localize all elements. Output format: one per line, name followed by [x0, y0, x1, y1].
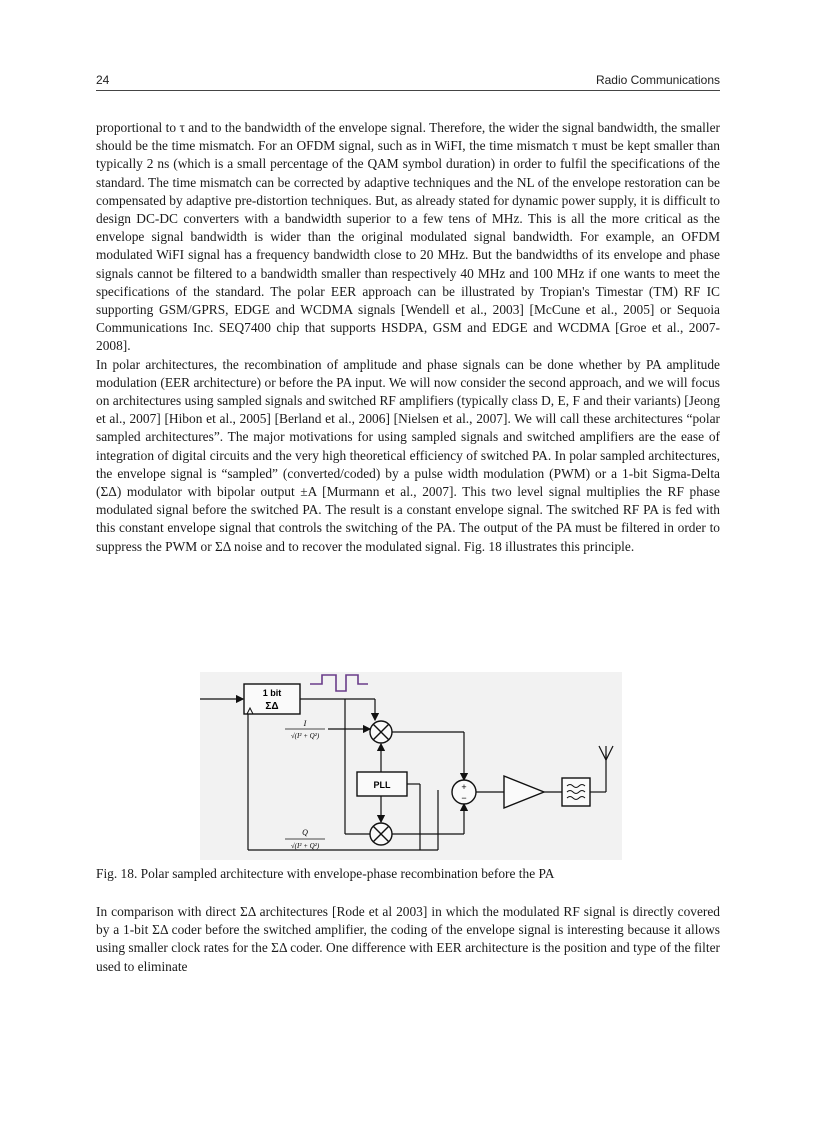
sigma-delta-label-1: 1 bit — [262, 688, 282, 698]
sigma-delta-label-2: ΣΔ — [265, 701, 279, 712]
pll-label: PLL — [373, 780, 391, 790]
square-wave — [310, 675, 368, 691]
power-amplifier — [504, 776, 544, 808]
figure-18-diagram — [200, 672, 622, 860]
antenna-icon — [599, 746, 613, 760]
running-title: Radio Communications — [595, 73, 720, 87]
i-denominator: √(I² + Q²) — [290, 732, 320, 740]
bandpass-filter — [562, 778, 590, 806]
q-numerator: Q — [302, 828, 308, 837]
paragraph-2: In polar architectures, the recombination of amplitude and phase signals can be done whether by PA amplitude modulation (EER architecture) or before the PA input. We will now consider the second approach, and we will focus on architectures using sampled signals and switched RF amplifiers (typically class D, E, F and their variants) [Jeong et al., 2007] [Hibon et al., 2005] [Berland et al., 2006] [Nielsen et al., 2007]. We will call these architectures “polar sampled architectures”. The major motivations for using sampled signals and switched amplifiers are the ease of integration of digital circuits and the very high theoretical efficiency of switched PA. In polar sampled architectures, the envelope signal is “sampled” (converted/coded) by a pulse width modulation (PWM) or a 1-bit Sigma-Delta (ΣΔ) modulator with bipolar output ±A [Murmann et al., 2007]. This two level signal multiplies the RF phase modulated signal before the switched PA. The result is a constant envelope signal. The switched RF PA is fed with this constant envelope signal that controls the switching of the PA. The output of the PA must be filtered in order to suppress the PWM or ΣΔ noise and to recover the modulated signal. Fig. 18 illustrates this principle. — [96, 356, 720, 554]
page-number: 24 — [96, 73, 110, 87]
paragraph-3: In comparison with direct ΣΔ architectures [Rode et al 2003] in which the modulated RF signal is directly covered by a 1-bit ΣΔ coder before the switched amplifier, the coding of the envelope signal is interesting because it allows using smaller clock rates for the ΣΔ coder. One difference with EER architecture is the position and type of the filter used to eliminate — [96, 904, 720, 974]
q-denominator: √(I² + Q²) — [290, 842, 320, 850]
lower-mixer — [370, 823, 392, 845]
sum-minus: − — [461, 793, 467, 803]
i-numerator: I — [303, 719, 307, 728]
body-text — [96, 119, 720, 556]
sum-plus: + — [461, 782, 467, 792]
upper-mixer — [370, 721, 392, 743]
running-header — [96, 70, 720, 91]
lower-text — [96, 903, 720, 976]
paragraph-1: proportional to τ and to the bandwidth of the envelope signal. Therefore, the wider the signal bandwidth, the smaller should be the time mismatch. For an OFDM signal, such as in WiFI, the time mismatch τ must be kept smaller than typically 2 ns (which is a small percentage of the QAM symbol duration) in order to fulfil the specifications of the standard. The time mismatch can be corrected by adaptive techniques and the NL of the envelope restoration can be compensated by adaptive pre-distortion techniques. But, as already stated for dynamic power supply, it is difficult to design DC-DC converters with a bandwidth superior to a few tens of MHz. This is all the more critical as the envelope signal bandwidth is wider than the original modulated signal bandwidth. For example, an OFDM modulated WiFI signal has a frequency bandwidth close to 20 MHz. But the bandwidths of its envelope and phase signals cannot be filtered to a bandwidth smaller than respectively 40 MHz and 100 MHz if one wants to meet the specifications of the standard. The polar EER approach can be illustrated by Tropian's Timestar (TM) RF IC supporting GSM/GPRS, EDGE and WCDMA signals [Wendell et al., 2003] [McCune et al., 2005] or Sequoia Communications Inc. SEQ7400 chip that supports HSDPA, GSM and EDGE and WCDMA [Groe et al., 2007-2008]. — [96, 120, 720, 354]
figure-caption: Fig. 18. Polar sampled architecture with envelope-phase recombination before the PA — [96, 866, 555, 881]
